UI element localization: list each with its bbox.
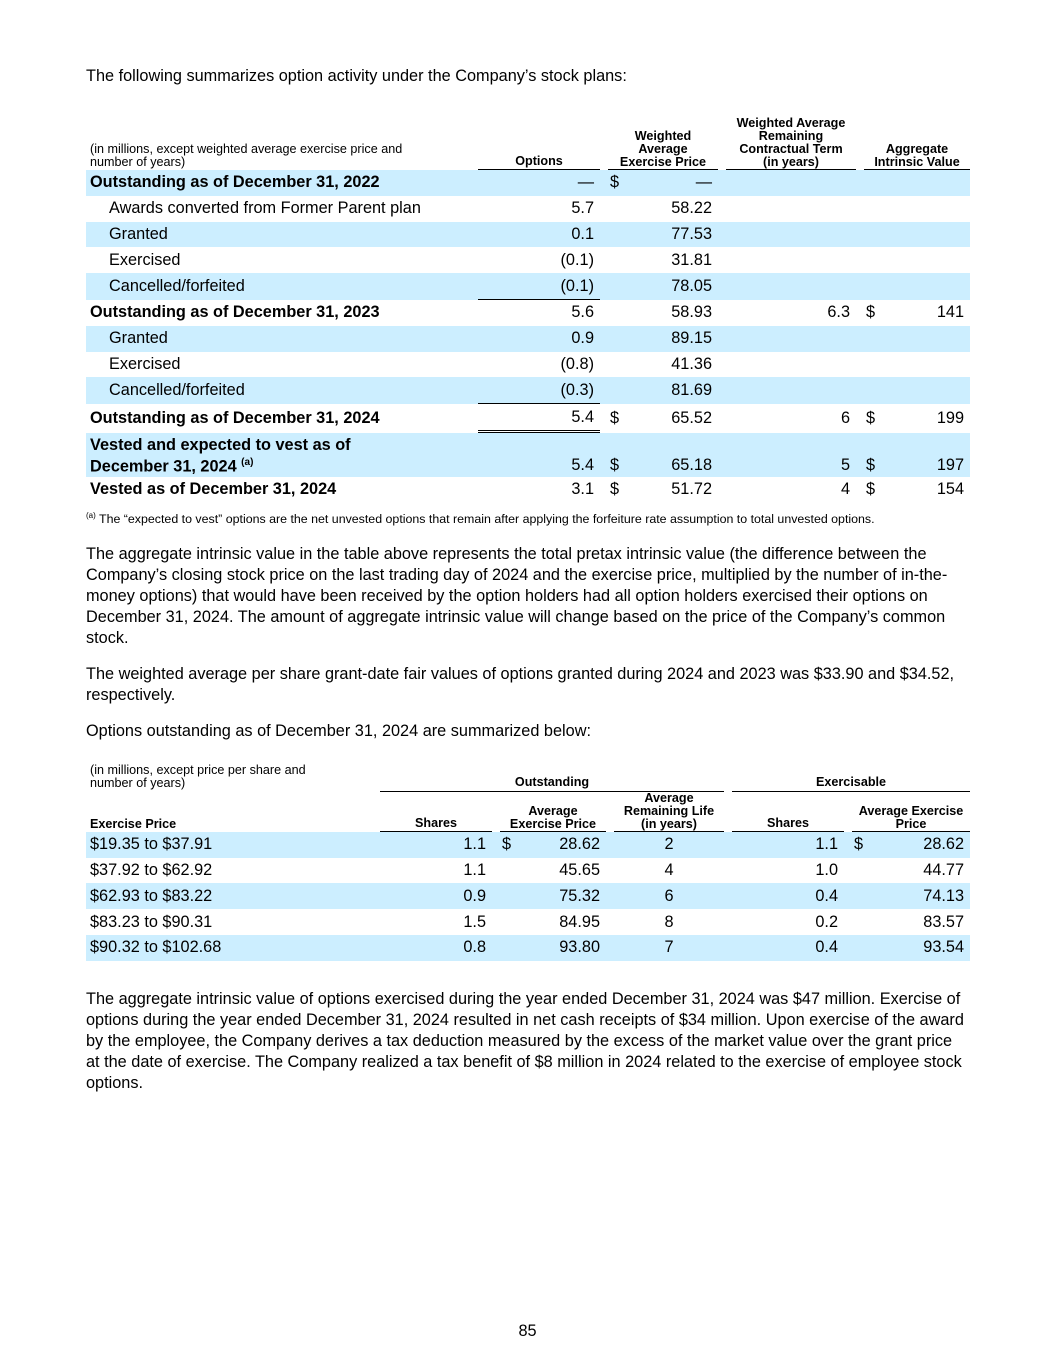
header-shares: Shares	[380, 792, 492, 832]
header-options: Options	[478, 117, 600, 170]
table2-header-row	[86, 792, 970, 832]
footnote: $^{(a)}$ The “expected to vest” options are the net unvested options that remain after applying the forfeiture rate assumption to total unvested options.	[86, 510, 875, 526]
header-wa-term: Weighted Average Remaining Contractual Term (in years)	[726, 117, 856, 170]
table-row: Outstanding as of December 31, 2022 — $ —	[86, 170, 970, 196]
table-row: $37.92 to $62.92 1.1 45.65 4 1.0 44.77	[90, 861, 965, 880]
table-row: Outstanding as of December 31, 2024 5.4 $ 65.52 6 $ 199	[86, 404, 970, 433]
table-row: Exercised (0.8) 41.36	[109, 354, 712, 373]
table-row: Cancelled/forfeited (0.1) 78.05	[86, 273, 970, 300]
header-label: (in millions, except weighted average exercise price and number of years)	[90, 142, 403, 169]
table-row: Vested as of December 31, 2024 3.1 $ 51.72 4 $ 154	[90, 480, 965, 499]
header-wa-price: Weighted Average Exercise Price	[608, 117, 718, 170]
header-ex-shares: Shares	[732, 792, 844, 832]
header-avg-price: Average Exercise Price	[500, 792, 606, 832]
table-row: Vested and expected to vest as of December 31, 2024 $^{(a)}$ 5.4 $ 65.18 5 $ 197	[86, 433, 970, 477]
paragraph-fair-values: The weighted average per share grant-date fair values of options granted during 2024 and 2023 was $33.90 and $34.52, respectively.	[86, 664, 955, 704]
group-header-row	[86, 764, 970, 792]
table-row: $62.93 to $83.22 0.9 75.32 6 0.4 74.13	[86, 883, 970, 909]
table-row: $83.23 to $90.31 1.5 84.95 8 0.2 83.57	[90, 912, 965, 931]
intro-text: The following summarizes option activity under the Company’s stock plans:	[86, 67, 627, 85]
table2-label: (in millions, except price per share and number of years)	[90, 762, 306, 790]
page-content	[86, 66, 970, 1094]
table-row: $19.35 to $37.91 1.1 $ 28.62 2 1.1 $ 28.62	[86, 832, 970, 858]
header-avg-life: Average Remaining Life (in years)	[614, 792, 724, 832]
table-row: Awards converted from Former Parent plan 5.7 58.22	[109, 199, 712, 218]
table-row: Granted 0.9 89.15	[86, 326, 970, 352]
table-header-row	[86, 117, 970, 170]
header-exercise-price: Exercise Price	[90, 816, 177, 831]
group-exercisable: Exercisable	[732, 764, 970, 792]
table-row: Exercised (0.1) 31.81	[109, 250, 712, 269]
table-row: Outstanding as of December 31, 2023 5.6 58.93 6.3 $ 141	[90, 303, 965, 322]
paragraph-options-outstanding: Options outstanding as of December 31, 2024 are summarized below:	[86, 721, 591, 740]
header-intrinsic: Aggregate Intrinsic Value	[864, 117, 970, 170]
option-activity-table	[86, 117, 970, 503]
page-number: 85	[518, 1322, 537, 1340]
options-outstanding-table	[86, 764, 970, 961]
table-row: Granted 0.1 77.53	[86, 222, 970, 248]
header-ex-avg-price: Average Exercise Price	[852, 792, 970, 832]
table-row: Cancelled/forfeited (0.3) 81.69	[86, 377, 970, 404]
table-row: $90.32 to $102.68 0.8 93.80 7 0.4 93.54	[86, 935, 970, 961]
group-outstanding: Outstanding	[380, 764, 724, 792]
paragraph-exercised-options: The aggregate intrinsic value of options exercised during the year ended December 31, 2024 was $47 million. Exercise of options during the year ended December 31, 2024 resulted in net cash receipts of $34 million. Upon exercise of the award by the employee, the Company derives a tax deduction measured by the excess of the market value over the grant price at the date of exercise. The Company realized a tax benefit of $8 million in 2024 related to the exercise of employee stock options.	[86, 989, 964, 1092]
paragraph-intrinsic-value: The aggregate intrinsic value in the table above represents the total pretax intrinsic value (the difference between the Company’s closing stock price on the last trading day of 2024 and the exercise price, multiplied by the number of in-the-money options) that would have been received by the option holders had all option holders exercised their options on December 31, 2024. The amount of aggregate intrinsic value will change based on the price of the Company’s common stock.	[86, 544, 948, 647]
